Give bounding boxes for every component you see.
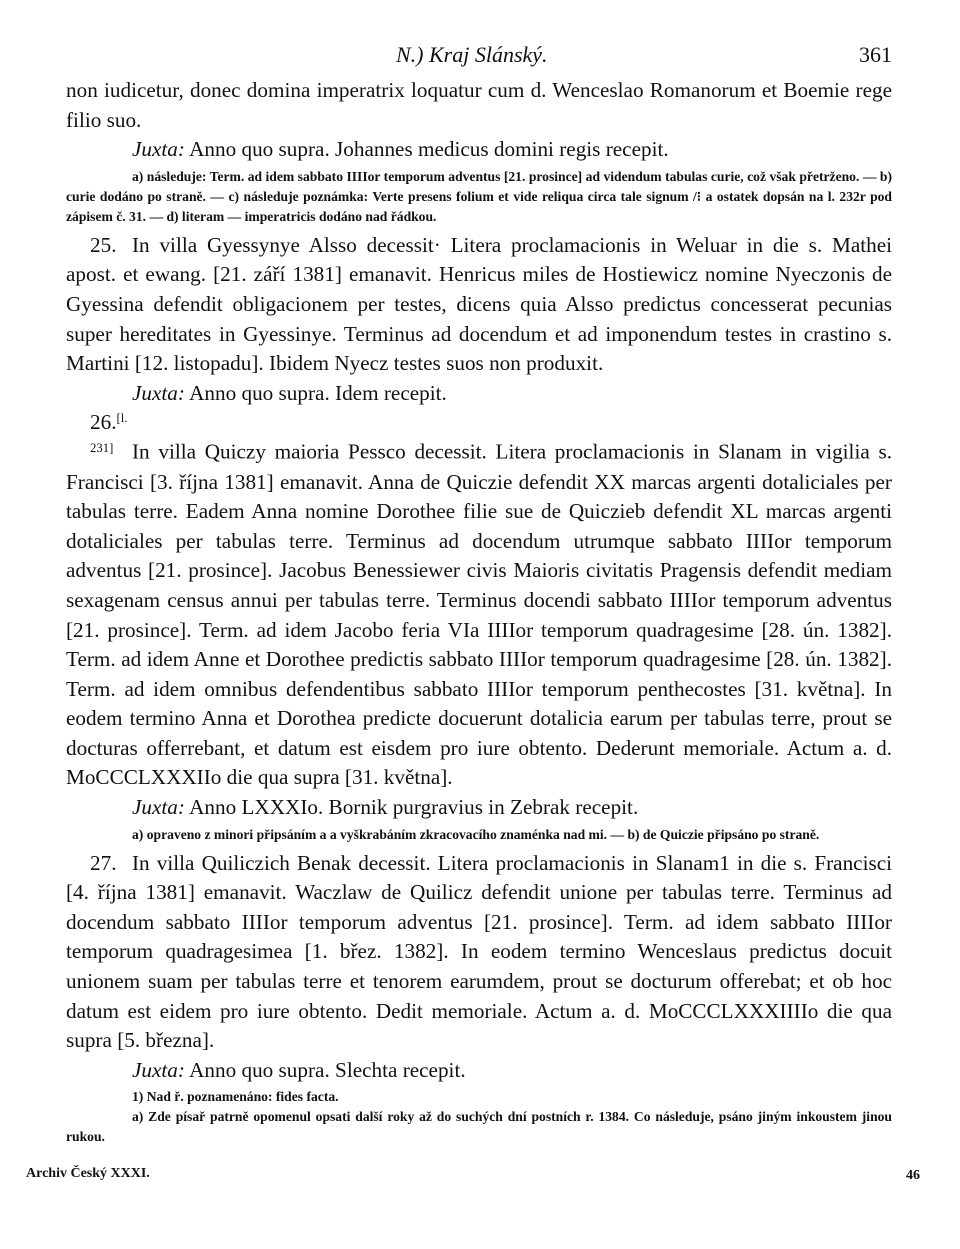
footer-signature-left: Archiv Český XXXI.	[26, 1166, 150, 1181]
page-footer	[26, 1166, 920, 1182]
entry-text: In villa Quiliczich Benak decessit. Litera proclamacionis in Slanam1 in die s. Francisci [4. října 1381] emanavit. Waczlaw de Quilicz defendit unione per tabulas terre. Terminus ad docendum sabbato IIIIor temporum adventus [21. prosince]. Term. ad idem sabbato IIIIor temporum quadragesimea [1. břez. 1382]. In eodem termino Wenceslaus predictus docuit unionem suam per tabulas terre et tenorem earumdem, prout se docturum offerebat; et ob hoc datum est eidem pro iure obtento. Dedit memoriale. Actum a. d. MoCCCLXXXIIIIo die qua supra [5. března].	[66, 850, 892, 1053]
footer-signature-right: 46	[906, 1168, 920, 1183]
entry-number: 27.	[90, 850, 117, 875]
juxta-text: Anno quo supra. Slechta recepit.	[189, 1057, 466, 1082]
juxta-text: Anno quo supra. Idem recepit.	[189, 380, 447, 405]
juxta-line	[66, 1056, 892, 1086]
footnotes-block	[66, 167, 892, 227]
juxta-label: Juxta:	[132, 1057, 185, 1082]
footnote-c: — c) následuje poznámka: Verte presens folium et vide reliqua circa tale signum /⁝ a ostatek dopsán na l. 232r pod zápisem č. 31.	[66, 188, 892, 224]
entry-25	[66, 231, 892, 379]
footnote-d: — d) literam — imperatricis dodáno nad řádkou.	[149, 208, 437, 224]
entry-27	[66, 849, 892, 1056]
juxta-text: Anno quo supra. Johannes medicus domini regis recepit.	[189, 137, 669, 162]
entry-text: In villa Quiczy maioria Pessco decessit. Litera proclamacionis in Slanam in vigilia s. Francisci [3. října 1381] emanavit. Anna de Quiczie defendit XX marcas argenti dotaliciales per tabulas terre. Eadem Anna nomine Dorothee filie sue de Quiczieb defendit XL marcas argenti dotaliciales per tabulas terre. Terminus ad docendum utrumque sabbato IIIIor temporum adventus [21. prosince]. Jacobus Benessiewer civis Maioris civitatis Pragensis defendit mediam sexagenam census annui per tabulas terre. Terminus docendi sabbato IIIIor temporum adventus [21. prosince]. Term. ad idem Jacobo feria VIa IIIIor temporum quadragesime [28. ún. 1382]. Term. ad idem Anne et Dorothee predictis sabbato IIIIor temporum quadragesime [28. ún. 1382]. Term. ad idem omnibus defendentibus sabbato IIIIor temporum penthecostes [31. května]. In eodem termino Anna et Dorothea predicte docuerunt dotalicia earum per tabulas terre, prout se docturas offerrebant, et datum est eisdem pro iure obtento. Dederunt memoriale. Actum a. d. MoCCCLXXXIIo die qua supra [31. května].	[66, 439, 892, 790]
juxta-label: Juxta:	[132, 137, 185, 162]
juxta-line	[66, 379, 892, 409]
footnote-b: — b) curie dodáno po straně.	[66, 168, 892, 204]
juxta-label: Juxta:	[132, 795, 185, 820]
document-page	[66, 42, 892, 1151]
footnote-1: 1) Nad ř. poznamenáno: fides facta.	[132, 1089, 339, 1105]
entry-number: 25.	[90, 232, 117, 257]
footnotes-block	[66, 1087, 892, 1147]
entry-26	[66, 408, 892, 793]
entry-text: In villa Gyessynye Alsso decessit· Litera proclamacionis in Weluar in die s. Mathei apost. et ewang. [21. září 1381] emanavit. Henricus miles de Hostiewicz nomine Nyeczonis de Gyessina defendit obligacionem per testes, dicens quia Alsso predictus concesserat pecunias super hereditates in Gyessinye. Terminus ad docendum et ad imponendum testes in crastino s. Martini [12. listopadu]. Ibidem Nyecz testes suos non produxit.	[66, 232, 892, 376]
page-number: 361	[859, 42, 892, 67]
continuation-paragraph: non iudicetur, donec domina imperatrix loquatur cum d. Wenceslao Romanorum et Boemie rege filio suo.	[66, 78, 892, 132]
footnote-a: a) následuje: Term. ad idem sabbato IIIIor temporum adventus [21. prosince] ad videndum tabulas curie, což však přetrženo.	[132, 168, 860, 184]
page-title: N.) Kraj Slánský.	[396, 42, 548, 67]
juxta-line	[66, 135, 892, 165]
footnote-a: a) opraveno z minori připsáním a a vyškrabáním zkracovacího znaménka nad mi.	[132, 826, 608, 842]
juxta-line	[66, 793, 892, 823]
footnote-a: a) Zde písař patrně opomenul opsati další roky až do suchých dní postních r. 1384. Co následuje, psáno jiným inkoustem jinou rukou.	[66, 1109, 892, 1145]
folio-reference: [l. 231]	[90, 411, 128, 455]
juxta-text: Anno LXXXIo. Bornik purgravius in Zebrak recepit.	[189, 795, 639, 820]
footnote-b: — b) de Quiczie připsáno po straně.	[610, 826, 820, 842]
running-head	[66, 42, 892, 76]
footnotes-block	[66, 825, 892, 845]
juxta-label: Juxta:	[132, 380, 185, 405]
entry-number: 26.[l. 231]	[90, 410, 128, 455]
